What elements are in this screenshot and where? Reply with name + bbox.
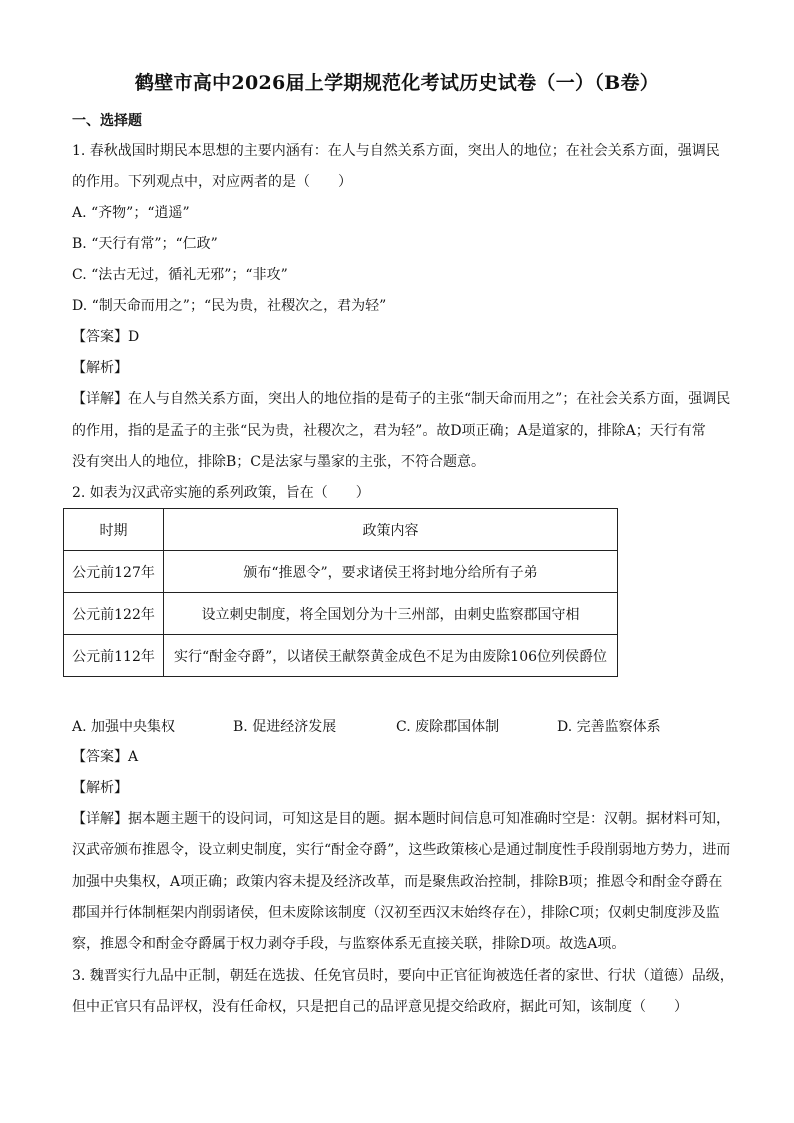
q2-option-d: D. 完善监察体系 xyxy=(557,719,661,735)
table-cell-period: 公元前112年 xyxy=(64,635,164,677)
policy-table xyxy=(63,508,618,677)
table-cell-policy: 设立刺史制度，将全国划分为十三州部，由刺史监察郡国守相 xyxy=(164,593,618,635)
q2-answer: 【答案】A xyxy=(72,749,139,765)
table-cell-period: 公元前122年 xyxy=(64,593,164,635)
q1-stem-line-1: 1. 春秋战国时期民本思想的主要内涵有：在人与自然关系方面，突出人的地位；在社会关系方面，强调民 xyxy=(72,143,720,159)
q1-option-d: D. “制天命而用之”；“民为贵，社稷次之，君为轻” xyxy=(72,298,387,314)
q2-option-c: C. 废除郡国体制 xyxy=(396,719,500,735)
q1-option-a: A. “齐物”；“逍遥” xyxy=(72,205,190,221)
exam-title: 鹤壁市高中2026届上学期规范化考试历史试卷（一）（B卷） xyxy=(134,72,660,94)
q2-option-a: A. 加强中央集权 xyxy=(72,719,176,735)
q1-analysis-label: 【解析】 xyxy=(72,360,128,376)
q3-stem-line-1: 3. 魏晋实行九品中正制，朝廷在选拔、任免官员时，要向中正官征询被选任者的家世、行状（道德）品级， xyxy=(72,968,734,984)
table-cell-period: 公元前127年 xyxy=(64,551,164,593)
q2-detail-line-2: 汉武帝颁布推恩令，设立刺史制度，实行“酎金夺爵”，这些政策核心是通过制度性手段削弱地方势力，进而 xyxy=(72,842,731,858)
table-header-row xyxy=(64,509,618,551)
q2-stem: 2. 如表为汉武帝实施的系列政策，旨在（ ） xyxy=(72,485,370,501)
table-row xyxy=(64,551,618,593)
q1-detail-line-2: 的作用，指的是孟子的主张“民为贵，社稷次之，君为轻”。故D项正确；A是道家的，排除A；天行有常 xyxy=(72,423,706,439)
table-header-policy: 政策内容 xyxy=(164,509,618,551)
table-header-period: 时期 xyxy=(64,509,164,551)
q2-detail-line-3: 加强中央集权，A项正确；政策内容未提及经济改革，而是聚焦政治控制，排除B项；推恩令和酎金夺爵在 xyxy=(72,874,723,890)
q3-stem-line-2: 但中正官只有品评权，没有任命权，只是把自己的品评意见提交给政府，据此可知，该制度（ ） xyxy=(72,999,688,1015)
table-cell-policy: 实行“酎金夺爵”，以诸侯王献祭黄金成色不足为由废除106位列侯爵位 xyxy=(164,635,618,677)
q1-option-c: C. “法古无过，循礼无邪”；“非攻” xyxy=(72,267,288,283)
table-cell-policy: 颁布“推恩令”，要求诸侯王将封地分给所有子弟 xyxy=(164,551,618,593)
q1-stem-line-2: 的作用。下列观点中，对应两者的是（ ） xyxy=(72,174,352,190)
q2-detail-line-4: 郡国并行体制框架内削弱诸侯，但未废除该制度（汉初至西汉末始终存在），排除C项；仅刺史制度涉及监 xyxy=(72,905,720,921)
q1-detail-line-1: 【详解】在人与自然关系方面，突出人的地位指的是荀子的主张“制天命而用之”；在社会关系方面，强调民 xyxy=(72,391,731,407)
q1-detail-line-3: 没有突出人的地位，排除B；C是法家与墨家的主张，不符合题意。 xyxy=(72,454,485,470)
table-row xyxy=(64,635,618,677)
q2-option-b: B. 促进经济发展 xyxy=(233,719,337,735)
q2-detail-line-1: 【详解】据本题主题干的设问词，可知这是目的题。据本题时间信息可知准确时空是：汉朝。据材料可知， xyxy=(72,811,730,827)
q2-detail-line-5: 察，推恩令和酎金夺爵属于权力剥夺手段，与监察体系无直接关联，排除D项。故选A项。 xyxy=(72,936,626,952)
q1-answer: 【答案】D xyxy=(72,329,140,345)
table-row xyxy=(64,593,618,635)
q1-option-b: B. “天行有常”；“仁政” xyxy=(72,236,218,252)
section-heading: 一、选择题 xyxy=(72,113,142,129)
q2-analysis-label: 【解析】 xyxy=(72,780,128,796)
